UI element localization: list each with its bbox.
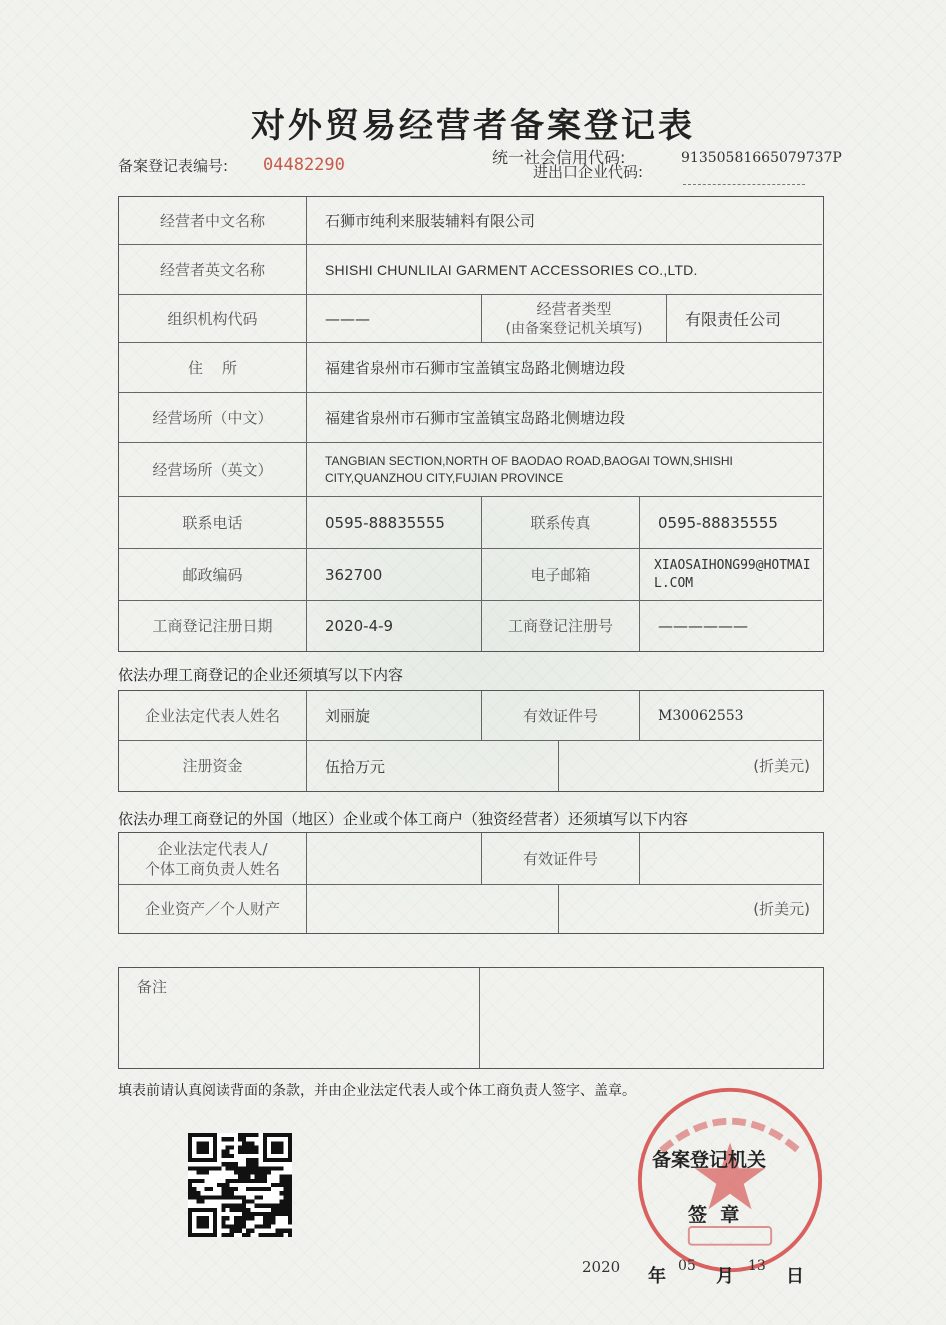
table-row xyxy=(119,497,822,549)
section1-note: 依法办理工商登记的企业还须填写以下内容 xyxy=(118,666,404,684)
remarks-table xyxy=(118,967,824,1069)
phone-value: 0595-88835555 xyxy=(307,497,482,548)
foreign-rep-label xyxy=(119,833,307,884)
address-value: 福建省泉州市石狮市宝盖镇宝岛路北侧塘边段 xyxy=(325,359,626,377)
qr-code xyxy=(188,1133,292,1237)
operator-type-label xyxy=(482,295,667,342)
en-name-value: SHISHI CHUNLILAI GARMENT ACCESSORIES CO.,LTD. xyxy=(325,261,698,278)
table-row xyxy=(119,197,822,245)
fax-value: 0595-88835555 xyxy=(658,513,778,532)
foreign-rep-label-line1: 企业法定代表人/ xyxy=(157,839,268,858)
operator-type-label-line2: (由备案登记机关填写) xyxy=(505,320,643,337)
ie-code-label: 进出口企业代码: xyxy=(533,163,644,181)
foreign-rep-label-line2: 个体工商负责人姓名 xyxy=(144,859,280,878)
capital-usd-label: (折美元) xyxy=(753,757,810,775)
cn-name-value: 石狮市纯利来服装辅料有限公司 xyxy=(325,212,536,230)
table-row xyxy=(119,295,822,343)
fax-label: 联系传真 xyxy=(482,497,640,548)
section1-table xyxy=(118,690,824,792)
place-cn-label: 经营场所（中文） xyxy=(119,393,307,442)
table-row xyxy=(119,833,822,885)
reg-no-value: —————— xyxy=(658,617,748,635)
footer-instruction: 填表前请认真阅读背面的条款，并由企业法定代表人或个体工商负责人签字、盖章。 xyxy=(118,1083,636,1099)
assets-value xyxy=(307,885,559,933)
table-row xyxy=(119,601,822,651)
reg-date-value: 2020-4-9 xyxy=(307,601,482,651)
table-row xyxy=(119,549,822,601)
record-no-label: 备案登记表编号: xyxy=(118,157,229,175)
zip-label: 邮政编码 xyxy=(119,549,307,600)
table-row xyxy=(119,741,822,791)
date-month-label: 月 xyxy=(716,1266,734,1287)
official-seal-stamp xyxy=(632,1082,828,1278)
table-row xyxy=(119,691,822,741)
phone-label: 联系电话 xyxy=(119,497,307,548)
credit-code: 91350581665079737P xyxy=(681,150,842,166)
legal-rep-value: 刘丽旋 xyxy=(307,691,482,740)
zip-value: 362700 xyxy=(307,549,482,600)
record-no: 04482290 xyxy=(263,155,345,175)
seal-label: 签 章 xyxy=(688,1204,740,1226)
section2-table xyxy=(118,832,824,934)
date-year-label: 年 xyxy=(648,1266,666,1287)
place-en-value: TANGBIAN SECTION,NORTH OF BAODAO ROAD,BAOGAI TOWN,SHISHI CITY,QUANZHOU CITY,FUJIAN PROVINCE xyxy=(325,453,733,485)
authority-label: 备案登记机关 xyxy=(652,1149,767,1171)
foreign-id-label: 有效证件号 xyxy=(482,833,640,884)
foreign-rep-value xyxy=(307,833,482,884)
email-value: XIAOSAIHONG99@HOTMAIL.COM xyxy=(654,557,811,591)
capital-value: 伍拾万元 xyxy=(307,741,559,791)
table-row xyxy=(119,443,822,497)
org-code-label: 组织机构代码 xyxy=(119,295,307,342)
assets-label: 企业资产／个人财产 xyxy=(119,885,307,933)
remarks-label: 备注 xyxy=(137,978,168,996)
main-table xyxy=(118,196,824,652)
credit-code-label: 统一社会信用代码: xyxy=(492,148,626,167)
table-row xyxy=(119,343,822,393)
date-day-label: 日 xyxy=(786,1266,804,1287)
assets-usd-label: (折美元) xyxy=(753,900,810,918)
document-title: 对外贸易经营者备案登记表 xyxy=(251,106,695,146)
operator-type-label-line1: 经营者类型 xyxy=(536,299,612,318)
remarks-divider xyxy=(479,968,480,1068)
date-year: 2020 xyxy=(582,1258,621,1276)
id-no-value: M30062553 xyxy=(658,707,744,724)
section2-note: 依法办理工商登记的外国（地区）企业或个体工商户（独资经营者）还须填写以下内容 xyxy=(118,810,689,828)
reg-date-label: 工商登记注册日期 xyxy=(119,601,307,651)
table-row xyxy=(119,885,822,933)
id-no-label: 有效证件号 xyxy=(482,691,640,740)
reg-no-label: 工商登记注册号 xyxy=(482,601,640,651)
address-label: 住 所 xyxy=(119,343,307,392)
table-row xyxy=(119,245,822,295)
email-label: 电子邮箱 xyxy=(482,549,640,600)
date-day: 13 xyxy=(748,1258,766,1274)
ie-code-blank-line xyxy=(683,184,805,185)
foreign-id-value xyxy=(640,833,822,884)
date-month: 05 xyxy=(678,1258,696,1274)
en-name-label: 经营者英文名称 xyxy=(119,245,307,294)
operator-type-value: 有限责任公司 xyxy=(685,310,782,329)
table-row xyxy=(119,393,822,443)
org-code-value: ——— xyxy=(307,295,482,342)
place-en-label: 经营场所（英文） xyxy=(119,443,307,496)
cn-name-label: 经营者中文名称 xyxy=(119,197,307,244)
legal-rep-label: 企业法定代表人姓名 xyxy=(119,691,307,740)
capital-label: 注册资金 xyxy=(119,741,307,791)
place-cn-value: 福建省泉州市石狮市宝盖镇宝岛路北侧塘边段 xyxy=(325,409,626,427)
